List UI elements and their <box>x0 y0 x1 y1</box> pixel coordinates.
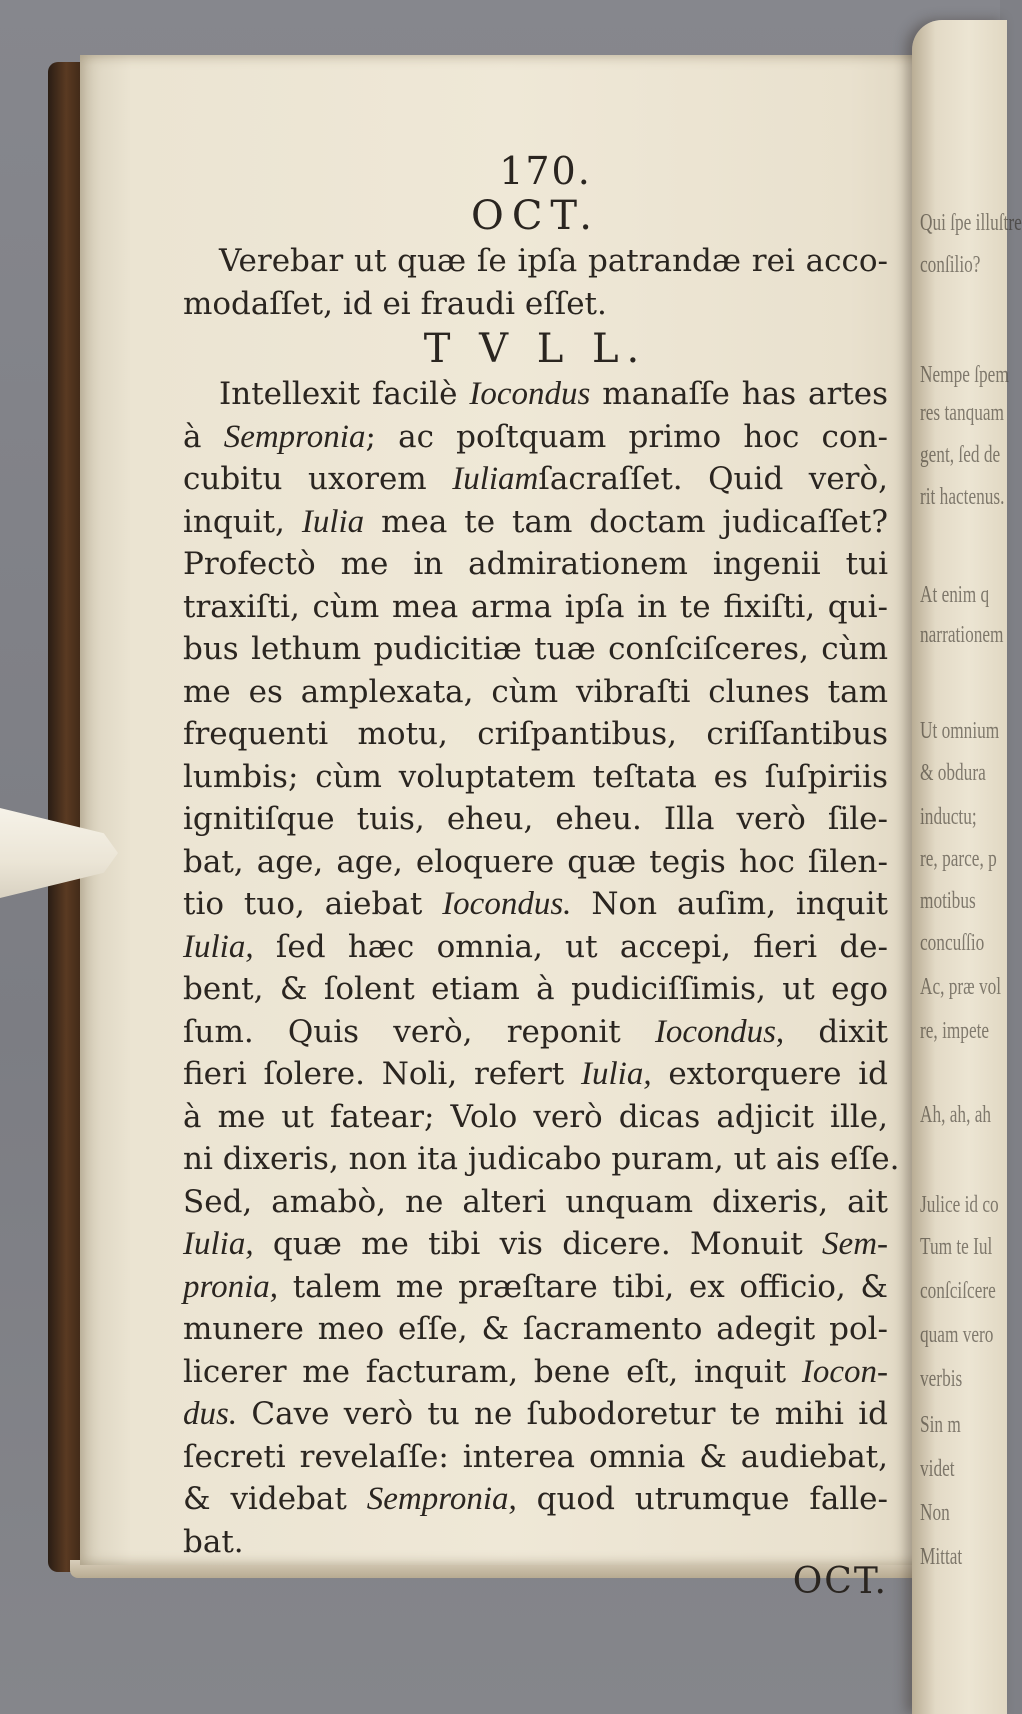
bleed-line: conſciſcere <box>920 1278 996 1304</box>
text-line: modaſſet, id ei fraudi eſſet. <box>183 285 607 322</box>
speaker-heading-oct: OCT. <box>471 193 600 239</box>
bleed-line: quam vero <box>920 1322 994 1348</box>
text-line: frequenti motu, criſpantibus, criſſantibus <box>183 716 888 752</box>
bleed-line: re, impete <box>920 1018 990 1044</box>
name-iulia: Iulia, <box>581 1056 652 1092</box>
bleed-line: videt <box>920 1456 955 1482</box>
text-line: dus. Cave verò tu ne ſubodoretur te mihi id <box>183 1396 888 1432</box>
text-line: licerer me facturam, bene eſt, inquit Iocon- <box>183 1353 889 1390</box>
name-iocondus: Iocondus <box>469 376 591 412</box>
name-iocondus: Iocondus. <box>442 886 572 922</box>
bleed-line: res tanquam <box>920 400 1004 426</box>
bleed-line: concuſſio <box>920 930 985 956</box>
name-iulia: Iuliam <box>452 461 539 497</box>
text-line: Profectò me in admirationem ingenii tui <box>183 546 888 582</box>
bleed-line: re, parce, p <box>920 846 997 872</box>
text-line: munere meo eſſe, & ſacramento adegit pol- <box>183 1311 888 1347</box>
next-page-edge <box>912 20 1022 1714</box>
bleed-line: Ah, ah, ah <box>920 1102 992 1128</box>
bleed-line: inductu; <box>920 804 977 830</box>
text-line: fieri ſolere. Noli, refert Iulia, extorquere id <box>183 1056 888 1092</box>
name-sempronia: Sem- <box>822 1226 889 1262</box>
name-sempronia: Sempronia, <box>366 1481 517 1517</box>
bleed-line: Sin m <box>920 1412 961 1438</box>
bleed-line: Nempe ſpem <box>920 362 1009 388</box>
text-line: bat, age, age, eloquere quæ tegis hoc ſilen- <box>183 843 888 880</box>
text-line: lumbis; cùm voluptatem teſtata es ſuſpiriis <box>183 758 888 795</box>
catchword: OCT. <box>792 1561 888 1602</box>
bleed-line: conſilio? <box>920 252 981 278</box>
bleed-line: verbis <box>920 1366 963 1392</box>
page-number: 170. <box>499 149 592 193</box>
bleed-line: Ut omnium <box>920 718 1000 744</box>
text-line: bus lethum pudicitiæ tuæ conſciſceres, cùm <box>183 631 888 667</box>
bleed-line: Julice id co <box>920 1192 999 1218</box>
text-line: à Sempronia; ac poſtquam primo hoc con- <box>183 418 889 455</box>
text-line: Sed, amabò, ne alteri unquam dixeris, ait <box>183 1183 888 1220</box>
text-line: traxiſti, cùm mea arma ipſa in te fixiſti, qui- <box>183 588 888 625</box>
bleed-line: Tum te Iul <box>920 1234 993 1260</box>
text-line: à me ut fatear; Volo verò dicas adjicit ille, <box>183 1098 888 1135</box>
text-line: bat. <box>183 1523 244 1560</box>
text-line: & videbat Sempronia, quod utrumque falle- <box>183 1481 888 1517</box>
bleed-line: Qui ſpe illuſtre <box>920 210 1022 236</box>
page-text <box>183 149 900 1607</box>
name-iulia: Iulia <box>301 503 365 540</box>
bleed-line: Ac, præ vol <box>920 974 1002 1000</box>
bleed-line: Non <box>920 1500 950 1526</box>
text-line: cubitu uxorem Iuliamſacraſſet. Quid verò, <box>183 461 888 497</box>
name-iulia: Iulia, <box>183 928 254 965</box>
text-line: Verebar ut quæ ſe ipſa patrandæ rei acco- <box>219 243 888 279</box>
text-line: ſecreti revelaſſe: interea omnia & audiebat, <box>183 1438 888 1475</box>
text-line: Iulia, ſed hæc omnia, ut accepi, fieri de- <box>183 928 888 965</box>
text-line: bent, & ſolent etiam à pudiciſſimis, ut ego <box>183 971 888 1007</box>
name-iocondus: Iocon- <box>801 1353 889 1390</box>
name-sempronia: Sempronia <box>223 418 366 455</box>
name-sempronia: pronia, <box>183 1268 279 1305</box>
text-line: ni dixeris, non ita judicabo puram, ut ais eſſe. <box>183 1141 900 1177</box>
text-line: ſum. Quis verò, reponit Iocondus, dixit <box>183 1013 889 1050</box>
bleed-line: At enim q <box>920 582 990 608</box>
text-line: pronia, talem me præſtare tibi, ex officio, & <box>183 1268 888 1305</box>
text-line: tio tuo, aiebat Iocondus. Non auſim, inquit <box>183 886 888 922</box>
name-iulia: Iulia, <box>183 1226 254 1262</box>
text-line: inquit, Iulia mea te tam doctam judicaſſet? <box>183 503 888 540</box>
bleed-line: & obdura <box>920 760 986 786</box>
bleed-line: gent, ſed de <box>920 442 1001 468</box>
bleed-line: Mittat <box>920 1544 963 1570</box>
text-line: me es amplexata, cùm vibraſti clunes tam <box>183 673 888 710</box>
text-line: Iulia, quæ me tibi vis dicere. Monuit Sem- <box>183 1226 889 1262</box>
name-iocondus: Iocondus, <box>654 1013 785 1050</box>
bleed-line: motibus <box>920 888 976 914</box>
name-iocondus: dus. <box>183 1396 238 1432</box>
bleed-line: narrationem <box>920 622 1004 648</box>
text-line: ignitiſque tuis, eheu, eheu. Illa verò ſile- <box>183 801 888 837</box>
bleed-line: rit hactenus. <box>920 484 1005 510</box>
speaker-heading-tull: T V L L. <box>423 326 648 372</box>
text-line: Intellexit facilè Iocondus manaſſe has artes <box>219 376 889 412</box>
